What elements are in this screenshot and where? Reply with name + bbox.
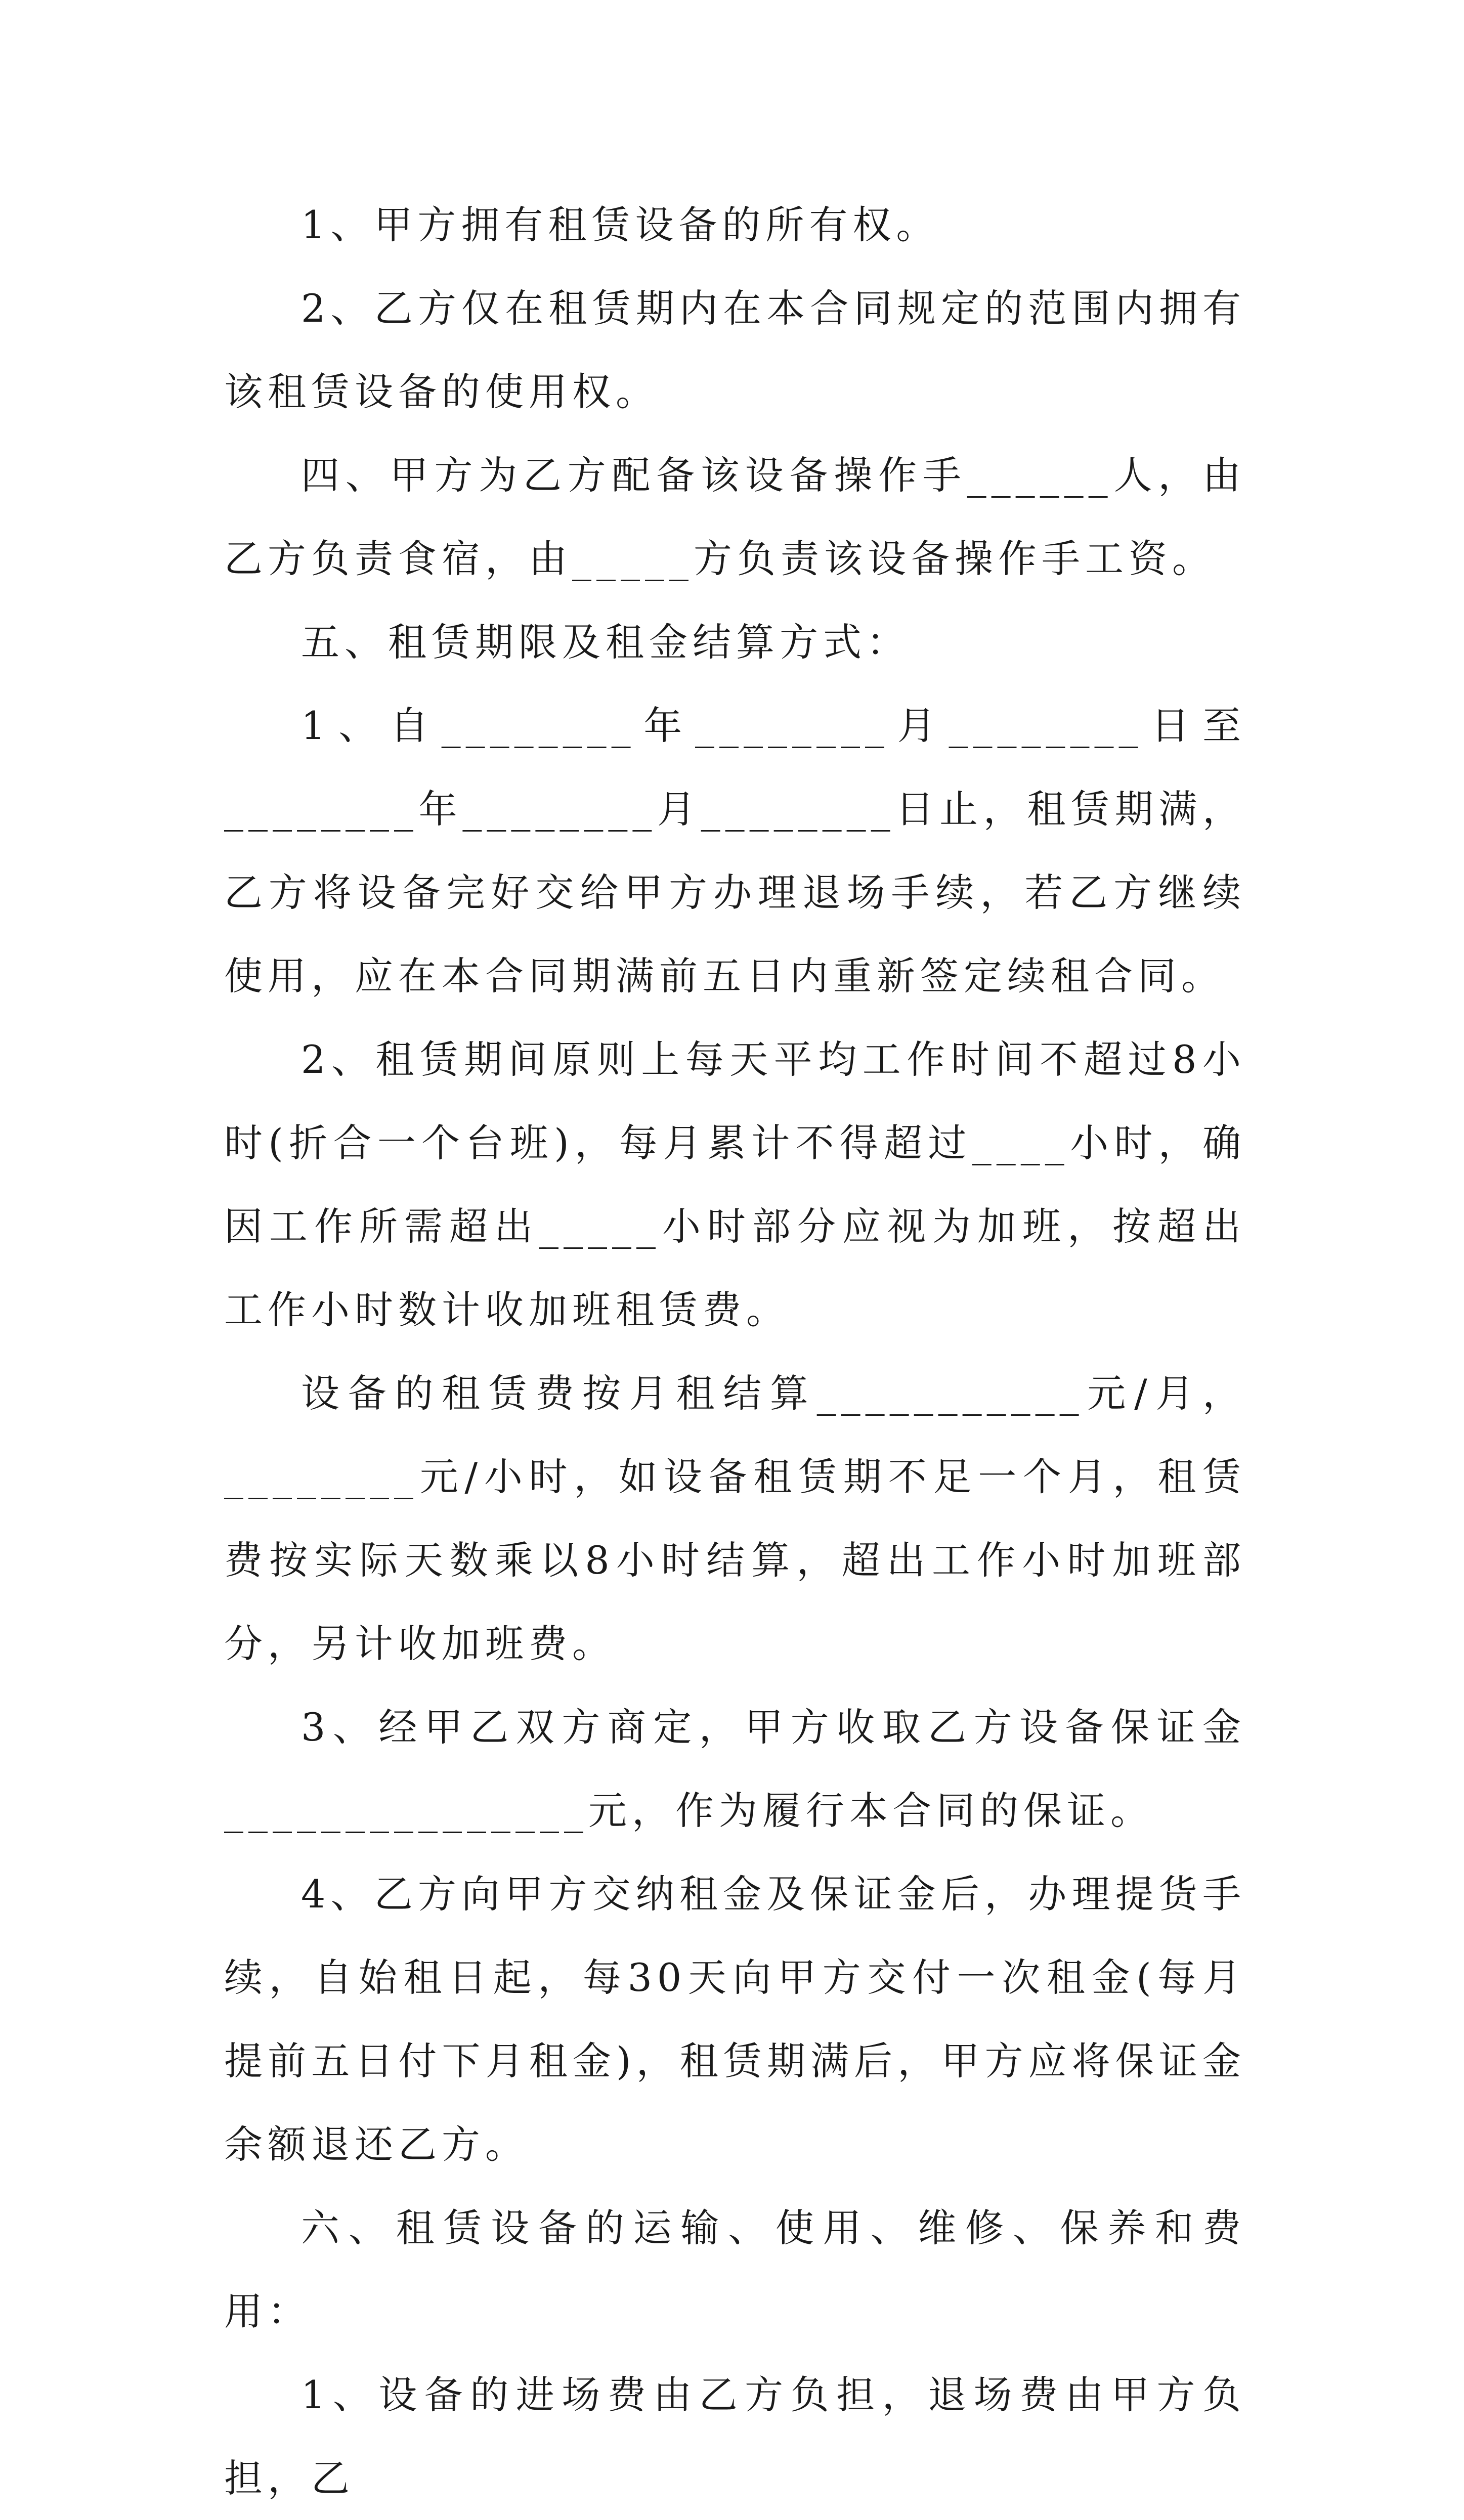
clause-payment: 4、乙方向甲方交纳租金及保证金后，办理提货手续，自始租日起，每30天向甲方交付一次租金(每月提前五日付下月租金)，租赁期满后，甲方应将保证金余额退还乙方。 [224,1872,1246,2167]
clause-lease-period: 1、自________年________月________日至________年________月________日止，租赁期满，乙方将设备完好交给甲方办理退场手续，若乙方继续使用，应在本合同期满前五日内重新签定续租合同。 [224,703,1246,998]
section-lease-term-heading: 五、租赁期限及租金结算方式： [301,620,910,665]
contract-body [224,183,1246,2520]
clause-ownership: 1、甲方拥有租赁设备的所有权。 [301,202,940,247]
clause-working-hours: 2、租赁期间原则上每天平均工作时间不超过8小时(折合一个台班)，每月累计不得超过____小时，确因工作所需超出_____小时部分应视为加班，按超出工作小时数计收加班租赁费。 [224,1037,1246,1332]
clause-deposit: 3、经甲乙双方商定，甲方收取乙方设备保证金_______________元，作为履行本合同的保证。 [224,1705,1246,1833]
section-operators: 四、甲方为乙方配备该设备操作手______人，由乙方负责食宿，由_____方负责该设备操作手工资。 [224,453,1246,581]
clause-entry-fee: 1、设备的进场费由乙方负担，退场费由甲方负担，乙 [224,2372,1246,2501]
clause-rental-fee: 设备的租赁费按月租结算___________元/月，________元/小时，如设备租赁期不足一个月，租赁费按实际天数乘以8小时结算，超出工作小时加班部分，另计收加班费。 [224,1371,1246,1666]
clause-usage-right: 2、乙方仅在租赁期内在本合同规定的范围内拥有该租赁设备的使用权。 [224,286,1246,414]
section-transport-heading: 六、租赁设备的运输、使用、维修、保养和费用： [224,2205,1246,2334]
